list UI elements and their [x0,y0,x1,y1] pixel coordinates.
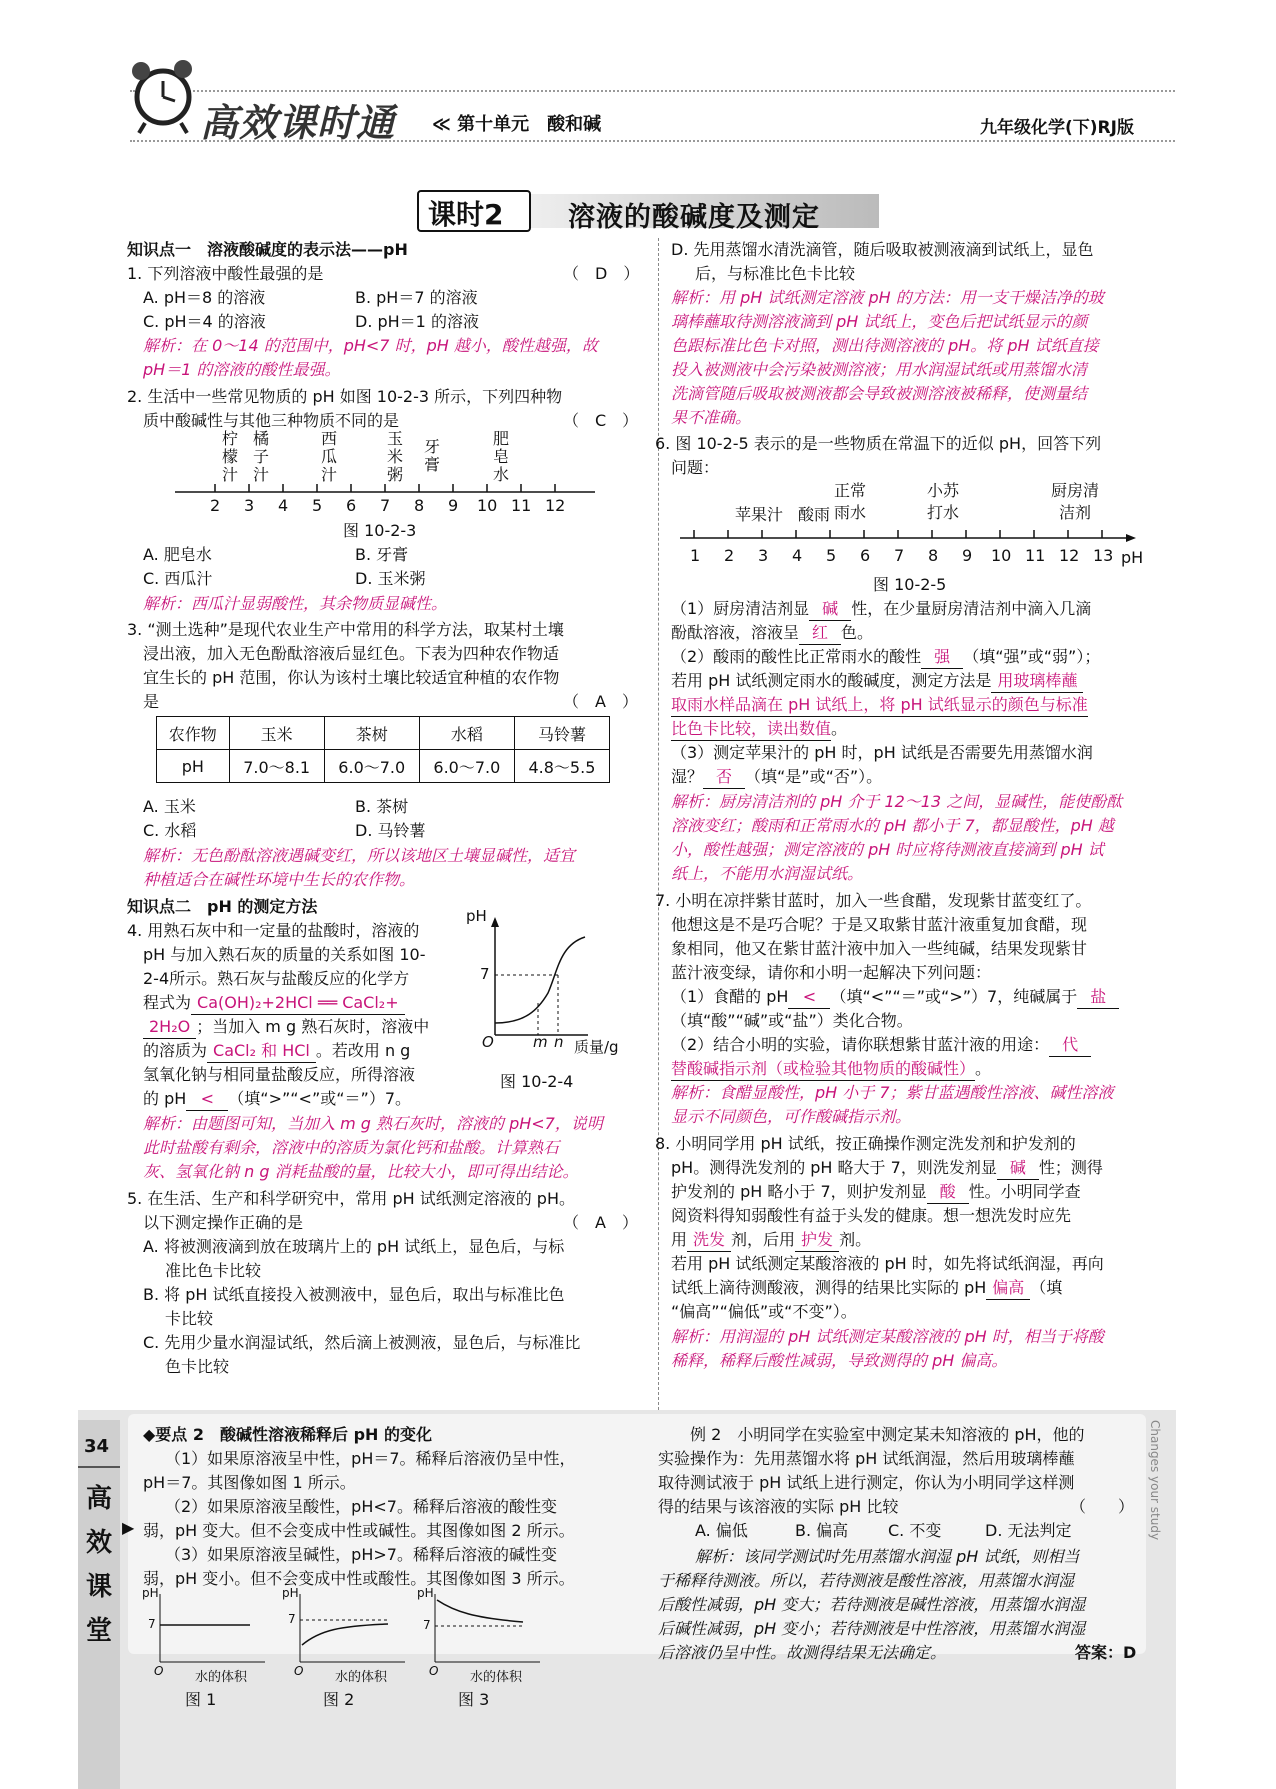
tick-12: 12 [1059,546,1080,565]
q4-line-4-text: 程式为 [143,993,192,1012]
table-cell: 6.0～7.0 [324,750,419,783]
tick-1: 1 [690,546,701,565]
q6-part1-line1 [671,597,1091,621]
q5-stem-2: 以下测定操作正确的是 [143,1213,304,1232]
fig4-n-label: n [554,1033,564,1051]
q6-part3-line2 [671,765,882,789]
q6-part2-line4 [671,717,847,741]
q7-part2-line2 [671,1057,991,1081]
q4-line-1: 4. 用熟石灰中和一定量的盐酸时，溶液的 [127,921,420,940]
tick-4: 4 [792,546,803,565]
q4-line-6-text: 的溶质为 [143,1041,208,1060]
label-apple-juice: 苹果汁 [735,505,784,524]
q2-option-a: A. 肥皂水 [143,545,212,564]
q3-stem-3: 宜生长的 pH 范围，你认为该村土壤比较适宜种植的农作物 [143,668,560,687]
side-char-2: 效 [86,1528,113,1558]
q5-analysis-1: 解析：用 pH 试纸测定溶液 pH 的方法：用一支干燥洁净的玻 [671,288,1104,307]
q3-option-d: D. 马铃薯 [355,821,426,840]
q6-part3-line1: （3）测定苹果汁的 pH 时，pH 试纸是否需要先用蒸馏水润 [671,743,1093,762]
label-lemon-juice: 柠檬汁 [222,429,239,484]
dilution-graph-2 [280,1586,410,1690]
q6-analysis-1: 解析：厨房清洁剂的 pH 介于 12～13 之间，显碱性，能使酚酞 [671,792,1123,811]
q8-answer-5: 偏高 [986,1276,1030,1300]
tick-10: 10 [991,546,1012,565]
tick-2: 2 [210,496,221,515]
graph3-origin: O [429,1664,439,1678]
graph2-seven: 7 [288,1612,296,1626]
table-cell: 水稻 [419,717,514,750]
q7-part1-line2: （填“酸”“碱”或“盐”）类化合物。 [671,1011,913,1030]
tick-7: 7 [894,546,905,565]
tick-13: 13 [1093,546,1114,565]
fig4-y-label: pH [466,907,487,925]
side-char-4: 堂 [86,1616,113,1646]
q4-line-6 [143,1039,410,1063]
dilution-graph-1 [140,1586,270,1690]
graph2-y-label: pH [282,1586,299,1600]
q8-line-3-text-a: 护发剂的 pH 略小于 7，则护发剂显 [671,1182,927,1201]
q8-line-5-text-a: 用 [671,1230,688,1249]
logo-text: 高效课时通 [200,101,396,145]
graph1-origin: O [154,1664,164,1678]
key-point-2-title: ◆要点 2 酸碱性溶液稀释后 pH 的变化 [143,1425,432,1444]
q8-line-2-text-a: pH。测得洗发剂的 pH 略大于 7，则洗发剂显 [671,1158,997,1177]
label-baking-soda-water: 小苏打水 [926,481,959,522]
tick-5: 5 [312,496,323,515]
q7-part2-text-a: （2）结合小明的实验，请你联想紫甘蓝汁液的用途： [671,1035,1050,1054]
knowledge-point-1: 知识点一 溶液酸碱度的表示法——pH [127,240,408,259]
alarm-clock-logo-icon [125,55,200,135]
graph3-seven: 7 [423,1618,431,1632]
tick-6: 6 [860,546,871,565]
q8-analysis-2: 稀释，稀释后酸性减弱，导致测得的 pH 偏高。 [671,1351,1008,1370]
q4-line-4 [143,991,405,1015]
q2-answer: （ C ） [563,411,639,430]
table-cell: 马铃薯 [514,717,609,750]
q5-option-b-1: B. 将 pH 试纸直接投入被测液中，显色后，取出与标准比色 [143,1285,565,1304]
q8-line-6: 若用 pH 试纸测定某酸溶液的 pH 时，如先将试纸润湿，再向 [671,1254,1104,1273]
example-2-analysis-5: 后溶液仍呈中性。故测得结果无法确定。 [658,1643,947,1662]
q7-analysis-1: 解析：食醋显酸性，pH 小于 7；紫甘蓝遇酸性溶液、碱性溶液 [671,1083,1114,1102]
q6-part2-line1 [671,645,1100,669]
label-toothpaste: 牙膏 [424,437,441,474]
q8-line-1: 8. 小明同学用 pH 试纸，按正确操作测定洗发剂和护发剂的 [655,1134,1076,1153]
q8-line-5-text-b: 剂，后用 [731,1230,796,1249]
table-cell: 玉米 [229,717,324,750]
side-char-1: 高 [86,1484,113,1514]
q2-stem-2: 质中酸碱性与其他三种物质不同的是 [143,411,400,430]
q6-part1-line2 [671,621,873,645]
q8-line-3-text-b: 性。小明同学查 [968,1182,1081,1201]
side-tab [78,1420,120,1789]
q4-line-3: 2-4所示。熟石灰与盐酸反应的化学方 [143,969,410,988]
example-2-answer: 答案：D [1075,1643,1137,1662]
brand-vertical-text: Changes your study [1148,1420,1162,1541]
q4-compare-answer: < [186,1087,228,1111]
graph-2-caption: 图 2 [323,1690,355,1709]
q6-analysis-3: 小，酸性越强；测定溶液的 pH 时应将待测液直接滴到 pH 试 [671,840,1104,859]
q6-part1-text-b: 性，在少量厨房清洁剂中滴入几滴 [851,599,1092,618]
q4-line-2: pH 与加入熟石灰的质量的关系如图 10- [143,945,426,964]
graph2-origin: O [294,1664,304,1678]
q2-option-b: B. 牙膏 [355,545,409,564]
q4-line-7: 氢氧化钠与相同量盐酸反应，所得溶液 [143,1065,416,1084]
q6-part3-text-c: （填“是”或“否”）。 [745,767,883,786]
example-2-answer-blank: （ ） [1070,1497,1135,1516]
label-watermelon-juice: 西瓜汁 [321,429,338,484]
label-corn-porridge: 玉米粥 [387,429,404,484]
q2-analysis: 解析：西瓜汁显弱酸性，其余物质显碱性。 [143,594,448,613]
q4-equation-answer-1: Ca(OH)₂+2HCl ══ CaCl₂+ [191,991,405,1015]
q4-line-6b-text: 。若改用 n g [315,1041,411,1060]
tick-11: 11 [511,496,532,515]
q7-part1-line1 [671,985,1119,1009]
q5-analysis-4: 投入被测液中会污染被测溶液；用水润湿试纸或用蒸馏水清 [671,360,1088,379]
example-2-line-3: 取待测试液于 pH 试纸上进行测定，你认为小明同学这样测 [658,1473,1075,1492]
fig4-seven-label: 7 [480,965,490,983]
dilution-graph-3 [415,1586,545,1690]
q7-analysis-2: 显示不同颜色，可作酸碱指示剂。 [671,1107,912,1126]
q3-option-c: C. 水稻 [143,821,197,840]
q1-analysis-1: 解析：在 0～14 的范围中，pH<7 时，pH 越小，酸性越强，故 [143,336,598,355]
tick-2: 2 [724,546,735,565]
q5-analysis-3: 色跟标准比色卡对照，测出待测溶液的 pH。将 pH 试纸直接 [671,336,1099,355]
q6-part2-answer: 强 [921,645,963,669]
q8-answer-4: 护发 [795,1228,839,1252]
example-2-option-c: C. 不变 [888,1521,942,1540]
q7-stem-2: 他想这是不是巧合呢？于是又取紫甘蓝汁液重复加食醋，现 [671,915,1088,934]
q7-part2-answer: 代 [1049,1033,1091,1057]
label-kitchen-cleaner: 厨房清洁剂 [1050,481,1099,522]
table-row [157,750,610,783]
q7-part1-text-a: （1）食醋的 pH [671,987,789,1006]
q5-option-d-1: D. 先用蒸馏水清洗滴管，随后吸取被测液滴到试纸上，显色 [671,240,1094,259]
q3-stem-2: 浸出液，加入无色酚酞溶液后显红色。下表为四种农作物适 [143,644,560,663]
q7-stem-3: 象相同，他又在紫甘蓝汁液中加入一些纯碱，结果发现紫甘 [671,939,1088,958]
key-point-line-3: （2）如果原溶液呈酸性，pH<7。稀释后溶液的酸性变 [165,1497,557,1516]
axis-unit-ph: pH [1121,548,1144,567]
unit-title: ≪ 第十单元 酸和碱 [432,114,602,135]
label-acid-rain: 酸雨 [798,505,831,524]
q5-analysis-5: 洗滴管随后吸取被测液都会导致被测溶液被稀释，使测量结 [671,384,1088,403]
q7-part2-answer-2: 替酸碱指示剂（或检验其他物质的酸碱性） [671,1057,975,1081]
example-2-analysis-2: 于稀释待测液。所以，若待测液是酸性溶液，用蒸馏水润湿 [658,1571,1075,1590]
q7-stem-4: 蓝汁液变绿，请你和小明一起解决下列问题： [671,963,992,982]
q7-stem-1: 7. 小明在凉拌紫甘蓝时，加入一些食醋，发现紫甘蓝变红了。 [655,891,1092,910]
side-char-3: 课 [86,1572,113,1602]
fig4-origin: O [482,1033,494,1051]
ph-curve-figure-10-2-4 [466,907,630,1065]
q5-stem-1: 5. 在生活、生产和科学研究中，常用 pH 试纸测定溶液的 pH。 [127,1189,575,1208]
q8-line-5 [671,1228,871,1252]
q8-answer-3: 洗发 [687,1228,731,1252]
ph-scale-figure-10-2-3 [175,430,595,520]
table-header-row [157,717,610,750]
q6-part1-text-a: （1）厨房清洁剂显 [671,599,810,618]
q1-answer: （ D ） [563,264,640,283]
q7-part1-text-b: （填“<”“＝”或“>”）7，纯碱属于 [830,987,1078,1006]
arrow-icon: ▶ [122,1518,135,1537]
q1-option-c: C. pH＝4 的溶液 [143,312,266,331]
page-number: 34 [84,1436,110,1457]
q6-part2-answer-4: 比色卡比较，读出数值 [671,717,831,741]
fig-10-2-4-caption: 图 10-2-4 [500,1072,574,1091]
q3-analysis-2: 种植适合在碱性环境中生长的农作物。 [143,870,416,889]
q1-option-b: B. pH＝7 的溶液 [355,288,478,307]
example-2-analysis-3: 后酸性减弱，pH 变大；若待测液是碱性溶液，用蒸馏水润湿 [658,1595,1086,1614]
q7-part2-line1 [671,1033,1091,1057]
crop-ph-table [156,716,610,783]
lesson-title: 溶液的酸碱度及测定 [568,202,820,233]
q8-line-2-text-b: 性；测得 [1038,1158,1103,1177]
q2-stem-1: 2. 生活中一些常见物质的 pH 如图 10-2-3 所示，下列四种物 [127,387,563,406]
q3-stem-1: 3. “测土选种”是现代农业生产中常用的科学方法，取某村土壤 [127,620,564,639]
example-2-line-4: 得的结果与该溶液的实际 pH 比较 [658,1497,899,1516]
fig-10-2-5-caption: 图 10-2-5 [873,575,947,594]
graph1-seven: 7 [148,1617,156,1631]
q6-part1-answer: 碱 [809,597,851,621]
key-point-line-4: 弱，pH 变大。但不会变成中性或碱性。其图像如图 2 所示。 [143,1521,575,1540]
tick-6: 6 [346,496,357,515]
example-2-option-b: B. 偏高 [795,1521,849,1540]
q6-analysis-4: 纸上，不能用水润湿试纸。 [671,864,864,883]
q6-part2-text-d: 。 [831,719,848,738]
q8-line-3 [671,1180,1081,1204]
q8-answer-2: 酸 [927,1180,969,1204]
q5-option-d-2: 后，与标准比色卡比较 [695,264,856,283]
q4-equation-answer-2: 2H₂O [143,1015,196,1039]
q4-line-5-text: ；当加入 m g 熟石灰时，溶液中 [196,1017,430,1036]
q8-analysis-1: 解析：用润湿的 pH 试纸测定某酸溶液的 pH 时，相当于将酸 [671,1327,1104,1346]
q1-stem: 1. 下列溶液中酸性最强的是 [127,264,324,283]
q6-stem-2: 问题： [671,458,720,477]
label-normal-rain: 正常雨水 [833,481,866,522]
q5-analysis-6: 果不准确。 [671,408,752,427]
lesson-badge-text: 课时2 [428,198,504,231]
label-soap-water: 肥皂水 [493,429,510,484]
graph1-y-label: pH [142,1586,159,1600]
graph-1-caption: 图 1 [185,1690,217,1709]
q6-analysis-2: 溶液变红；酸雨和正常雨水的 pH 都小于 7，都显酸性，pH 越 [671,816,1114,835]
q7-part2-text-b: 。 [975,1059,992,1078]
q8-line-2 [671,1156,1103,1180]
example-2-line-1: 例 2 小明同学在实验室中测定某未知溶液的 pH，他的 [690,1425,1085,1444]
q6-part2-text-c: 若用 pH 试纸测定雨水的酸碱度，测定方法是 [671,671,992,690]
example-2-analysis-1: 解析：该同学测试时先用蒸馏水润湿 pH 试纸，则相当 [695,1547,1080,1566]
graph-3-caption: 图 3 [458,1690,490,1709]
table-cell: 6.0～7.0 [419,750,514,783]
q2-option-c: C. 西瓜汁 [143,569,213,588]
table-cell: 茶树 [324,717,419,750]
q8-line-7-text-a: 试纸上滴待测酸液，测得的结果比实际的 pH [671,1278,987,1297]
table-cell: pH [157,750,230,783]
tick-12: 12 [545,496,566,515]
example-2-option-d: D. 无法判定 [985,1521,1072,1540]
q4-line-8 [143,1087,411,1111]
q6-part2-line3 [671,693,1088,717]
tick-5: 5 [826,546,837,565]
key-point-line-2: pH＝7。其图像如图 1 所示。 [143,1473,356,1492]
q4-line-8-text: 的 pH [143,1089,187,1108]
q4-analysis-3: 灰、氢氧化钠 n g 消耗盐酸的量，比较大小，即可得出结论。 [143,1162,579,1181]
fig-10-2-3-caption: 图 10-2-3 [343,521,417,540]
table-cell: 7.0～8.1 [229,750,324,783]
q8-line-7 [671,1276,1062,1300]
q3-analysis-1: 解析：无色酚酞溶液遇碱变红，所以该地区土壤显碱性，适宜 [143,846,576,865]
q6-part1-text-d: 色。 [841,623,874,642]
q3-stem-4: 是 [143,692,160,711]
q8-line-8: “偏高”“偏低”或“不变”）。 [671,1302,857,1321]
example-2-line-2: 实验操作为：先用蒸馏水将 pH 试纸润湿，然后用玻璃棒蘸 [658,1449,1075,1468]
q4-line-5 [143,1015,429,1039]
example-2-analysis-4: 后碱性减弱，pH 变小；若待测液是中性溶液，用蒸馏水润湿 [658,1619,1086,1638]
q5-option-b-2: 卡比较 [165,1309,214,1328]
q4-analysis-1: 解析：由题图可知，当加入 m g 熟石灰时，溶液的 pH<7，说明 [143,1114,603,1133]
q3-option-a: A. 玉米 [143,797,196,816]
tick-4: 4 [278,496,289,515]
tick-8: 8 [414,496,425,515]
graph3-x-label: 水的体积 [470,1670,523,1685]
graph1-x-label: 水的体积 [195,1670,248,1685]
q5-option-c-2: 色卡比较 [165,1357,230,1376]
tick-8: 8 [928,546,939,565]
tick-10: 10 [477,496,498,515]
q6-part2-answer-2: 用玻璃棒蘸 [991,669,1083,693]
example-2-option-a: A. 偏低 [695,1521,748,1540]
graph2-x-label: 水的体积 [335,1670,388,1685]
q6-stem-1: 6. 图 10-2-5 表示的是一些物质在常温下的近似 pH，回答下列 [655,434,1102,453]
table-cell: 农作物 [157,717,230,750]
q3-answer: （ A ） [563,692,638,711]
key-point-line-5: （3）如果原溶液呈碱性，pH>7。稀释后溶液的碱性变 [165,1545,557,1564]
q7-part1-answer-2: 盐 [1077,985,1119,1009]
q4-line-8b-text: （填“>”“<”或“＝”）7。 [228,1089,412,1108]
q5-answer: （ A ） [563,1213,638,1232]
q3-option-b: B. 茶树 [355,797,409,816]
q6-part3-text-b: 湿？ [671,767,704,786]
q6-part2-text-b: （填“强”或“弱”）； [963,647,1101,666]
q4-solute-answer: CaCl₂ 和 HCl [207,1039,316,1063]
q8-answer-1: 碱 [997,1156,1039,1180]
q6-part1-answer-2: 红 [799,621,841,645]
q1-analysis-2: pH＝1 的溶液的酸性最强。 [143,360,341,379]
q6-part2-text-a: （2）酸雨的酸性比正常雨水的酸性 [671,647,922,666]
grade-label: 九年级化学(下)RJ版 [980,118,1134,138]
tick-7: 7 [380,496,391,515]
q5-option-c-1: C. 先用少量水润湿试纸，然后滴上被测液，显色后，与标准比 [143,1333,581,1352]
knowledge-point-2: 知识点二 pH 的测定方法 [127,897,318,916]
q1-option-d: D. pH＝1 的溶液 [355,312,479,331]
tick-3: 3 [244,496,255,515]
q1-option-a: A. pH＝8 的溶液 [143,288,266,307]
tick-3: 3 [758,546,769,565]
graph3-y-label: pH [417,1586,434,1600]
q5-option-a-2: 准比色卡比较 [165,1261,262,1280]
q7-part1-answer: < [788,985,830,1009]
key-point-line-6: 弱，pH 变小。但不会变成中性或酸性。其图像如图 3 所示。 [143,1569,575,1588]
q6-part2-answer-3: 取雨水样品滴在 pH 试纸上，将 pH 试纸显示的颜色与标准 [671,693,1088,717]
q6-part1-text-c: 酚酞溶液，溶液呈 [671,623,800,642]
label-orange-juice: 橘子汁 [253,429,270,484]
q8-line-4: 阅资料得知弱酸性有益于头发的健康。想一想洗发时应先 [671,1206,1072,1225]
q2-option-d: D. 玉米粥 [355,569,426,588]
q8-line-5-text-c: 剂。 [839,1230,872,1249]
tick-9: 9 [448,496,459,515]
tick-11: 11 [1025,546,1046,565]
table-cell: 4.8～5.5 [514,750,609,783]
fig4-m-label: m [533,1033,548,1051]
key-point-line-1: （1）如果原溶液呈中性，pH＝7。稀释后溶液仍呈中性， [165,1449,576,1468]
q6-part2-line2 [671,669,1083,693]
fig4-x-label: 质量/g [574,1038,619,1056]
q6-part3-answer: 否 [703,765,745,789]
q8-line-7-text-b: （填 [1030,1278,1063,1297]
q5-analysis-2: 璃棒蘸取待测溶液滴到 pH 试纸上，变色后把试纸显示的颜 [671,312,1088,331]
q5-option-a-1: A. 将被测液滴到放在玻璃片上的 pH 试纸上，显色后，与标 [143,1237,565,1256]
q4-analysis-2: 此时盐酸有剩余，溶液中的溶质为氯化钙和盐酸。计算熟石 [143,1138,560,1157]
tick-9: 9 [962,546,973,565]
ph-scale-figure-10-2-5 [680,478,1150,578]
